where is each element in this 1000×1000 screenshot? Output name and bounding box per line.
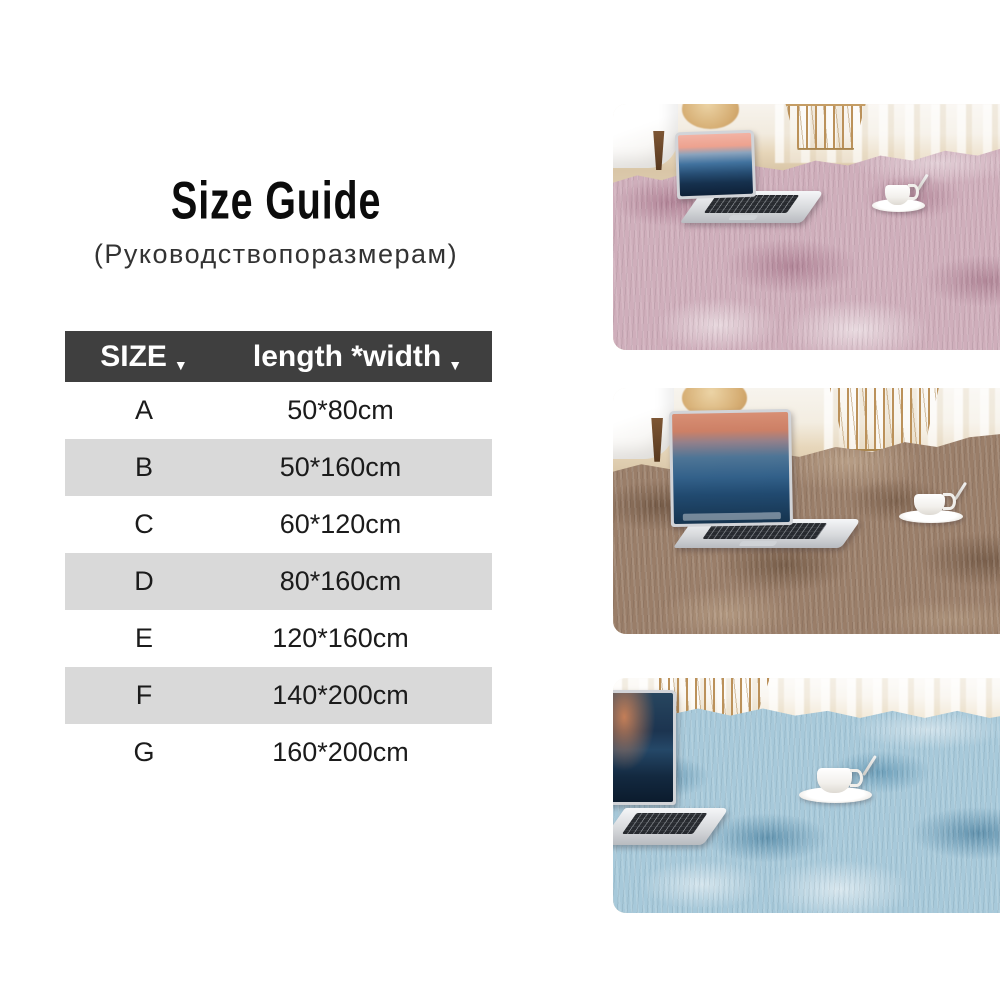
- column-header-size: [65, 340, 223, 374]
- cup-handle: [908, 184, 919, 200]
- table-header-row: [65, 331, 492, 382]
- table-row: [65, 724, 492, 781]
- dimensions-cell: 140*200cm: [272, 680, 409, 710]
- dimensions-cell: 50*160cm: [279, 452, 402, 482]
- sofa: [613, 388, 674, 459]
- dimensions-cell: 50*80cm: [287, 395, 394, 425]
- table-row: [65, 667, 492, 724]
- page-subtitle: (Руководствопоразмерам): [93, 239, 459, 269]
- size-cell: C: [134, 509, 154, 539]
- coffee-cup: [799, 763, 872, 803]
- laptop-screen: [675, 130, 757, 200]
- table-row: [65, 610, 492, 667]
- sofa: [613, 104, 678, 168]
- table-row: [65, 496, 492, 553]
- laptop: [613, 690, 708, 845]
- laptop-wallpaper: [613, 693, 673, 802]
- size-cell: E: [134, 623, 153, 653]
- rug-photo-blue: [613, 678, 1000, 913]
- size-cell: A: [134, 395, 153, 425]
- dimensions-cell: 120*160cm: [272, 623, 409, 653]
- laptop-screen: [669, 409, 793, 527]
- sort-down-icon: ▼: [173, 356, 188, 373]
- column-header-dimensions-label: length *width: [252, 339, 442, 373]
- laptop-trackpad: [728, 216, 758, 221]
- table-row: [65, 553, 492, 610]
- column-header-size-label: SIZE: [100, 339, 167, 373]
- header-block: [40, 170, 512, 270]
- cup-body: [885, 185, 910, 205]
- cup-handle: [850, 769, 864, 788]
- size-cell: F: [135, 680, 153, 710]
- table-row: [65, 382, 492, 439]
- rug-photo-brown: [613, 388, 1000, 634]
- page-title: Size Guide: [170, 170, 382, 230]
- laptop-wallpaper: [678, 133, 753, 197]
- laptop-screen: [613, 690, 676, 805]
- dimensions-cell: 80*160cm: [279, 566, 402, 596]
- laptop-keyboard: [622, 813, 708, 834]
- rug-photo-pink: [613, 104, 1000, 350]
- size-cell: D: [134, 566, 154, 596]
- dimensions-cell: 160*200cm: [272, 737, 409, 767]
- coffee-cup: [899, 489, 964, 523]
- column-header-dimensions: [223, 340, 492, 374]
- sort-down-icon: ▼: [448, 356, 463, 373]
- size-cell: B: [134, 452, 153, 482]
- size-cell: G: [133, 737, 155, 767]
- laptop-trackpad: [739, 541, 779, 546]
- coffee-cup: [872, 180, 925, 212]
- laptop-keyboard: [704, 196, 799, 214]
- laptop-wallpaper: [672, 412, 790, 524]
- dimensions-cell: 60*120cm: [279, 509, 402, 539]
- laptop: [670, 410, 860, 548]
- table-row: [65, 439, 492, 496]
- laptop: [676, 131, 818, 227]
- size-table: [65, 331, 492, 781]
- cup-handle: [943, 493, 956, 510]
